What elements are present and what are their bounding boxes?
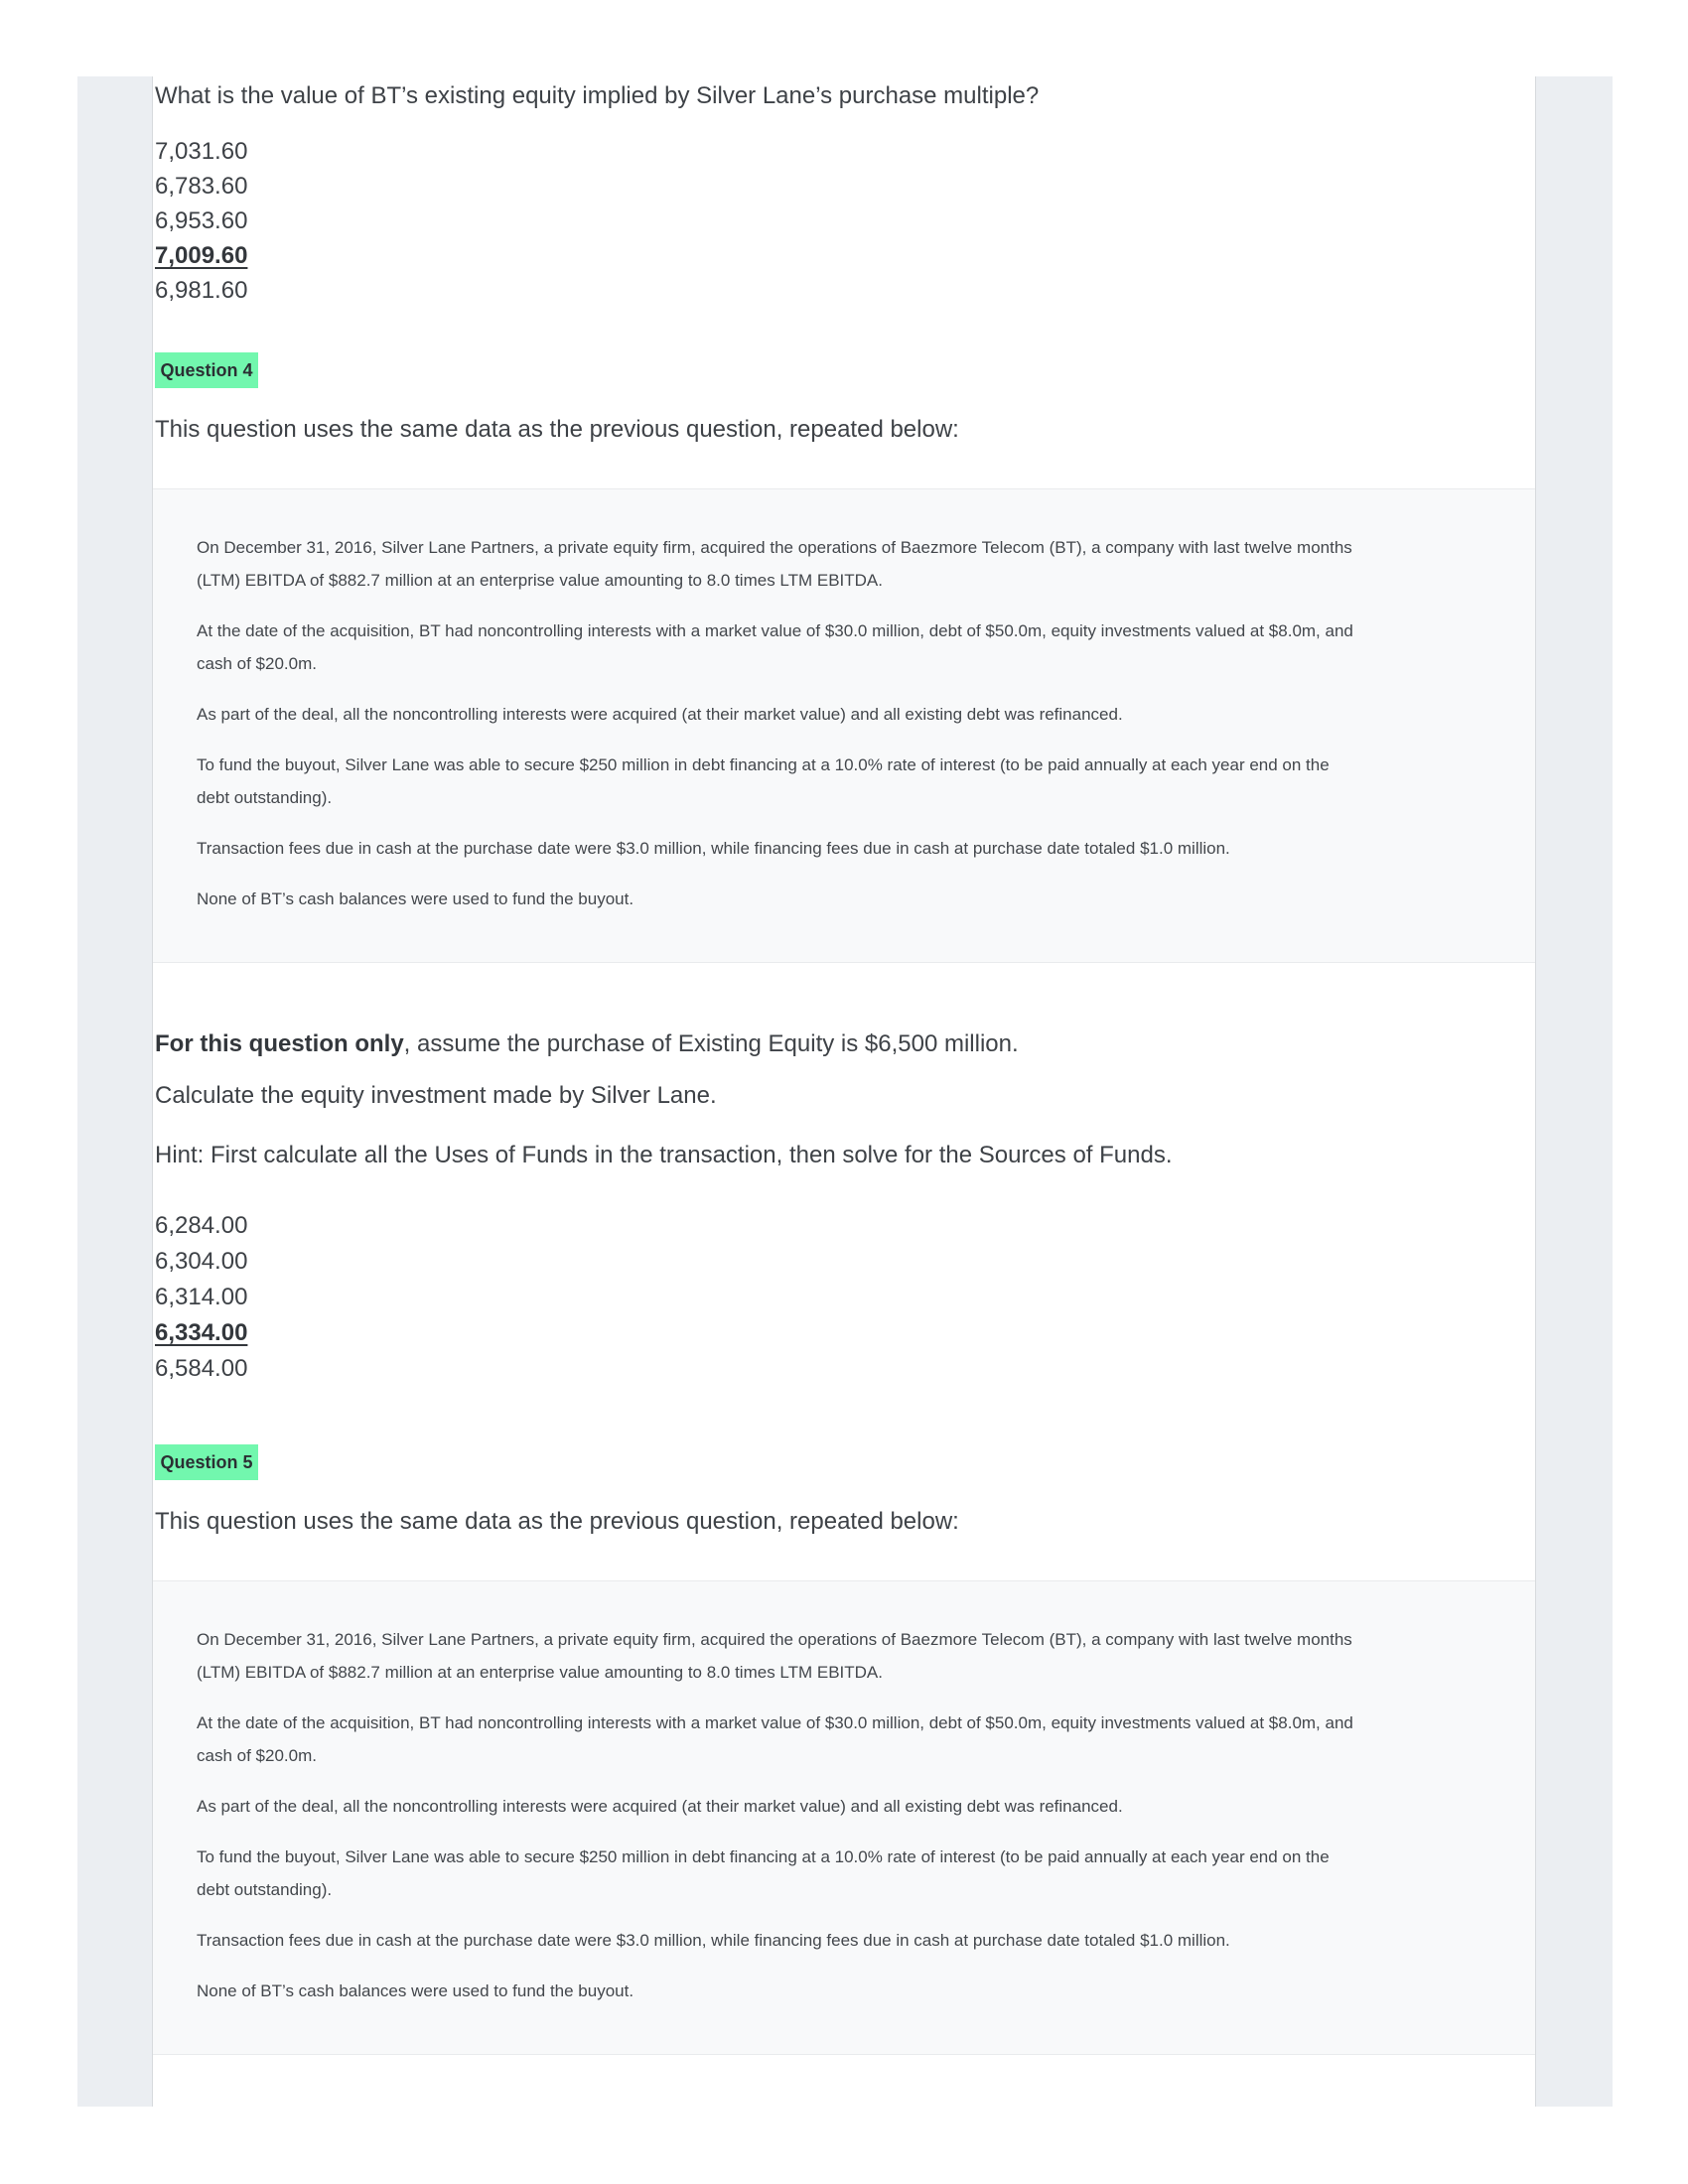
case-paragraph: At the date of the acquisition, BT had noncontrolling interests with a market value of $30.0 million, debt of $50.0m, equity investments valued at $8.0m, and cash of $20.0m. — [197, 621, 1353, 673]
question4-instruction: Calculate the equity investment made by Silver Lane. — [155, 1082, 717, 1109]
repeat-note-q5: This question uses the same data as the previous question, repeated below: — [155, 1508, 959, 1535]
case-study-box-q4 — [153, 488, 1535, 963]
answer-option: 6,783.60 — [155, 173, 248, 200]
case-paragraph: None of BT’s cash balances were used to fund the buyout. — [197, 1981, 634, 2000]
question3-text: What is the value of BT’s existing equity implied by Silver Lane’s purchase multiple? — [155, 82, 1040, 109]
right-margin-strip — [1536, 76, 1613, 2107]
question4-prompt — [155, 1029, 1019, 1059]
answer-option: 6,284.00 — [155, 1212, 248, 1239]
answer-option-correct: 6,334.00 — [155, 1319, 248, 1346]
case-paragraph: Transaction fees due in cash at the purchase date were $3.0 million, while financing fees due in cash at purchase date totaled $1.0 million. — [197, 1931, 1230, 1950]
case-paragraph: To fund the buyout, Silver Lane was able to secure $250 million in debt financing at a 10.0% rate of interest (to be paid annually at each year end on the debt outstanding). — [197, 755, 1330, 807]
quiz-document-page — [152, 76, 1536, 2107]
answer-option: 6,981.60 — [155, 277, 248, 304]
case-paragraph: As part of the deal, all the noncontrolling interests were acquired (at their market value) and all existing debt was refinanced. — [197, 705, 1123, 724]
question3-options — [155, 134, 247, 308]
answer-option: 6,304.00 — [155, 1248, 248, 1275]
case-paragraph: As part of the deal, all the noncontrolling interests were acquired (at their market value) and all existing debt was refinanced. — [197, 1797, 1123, 1816]
case-paragraph: None of BT’s cash balances were used to fund the buyout. — [197, 889, 634, 908]
question4-options — [155, 1208, 247, 1387]
question4-hint: Hint: First calculate all the Uses of Funds in the transaction, then solve for the Sources of Funds. — [155, 1142, 1173, 1168]
case-study-box-q5 — [153, 1580, 1535, 2055]
case-paragraph: On December 31, 2016, Silver Lane Partners, a private equity firm, acquired the operations of Baezmore Telecom (BT), a company with last twelve months (LTM) EBITDA of $882.7 million at an enterprise value amounting to 8.0 times LTM EBITDA. — [197, 538, 1352, 590]
answer-option: 7,031.60 — [155, 138, 248, 165]
answer-option: 6,584.00 — [155, 1355, 248, 1382]
case-paragraph: Transaction fees due in cash at the purchase date were $3.0 million, while financing fees due in cash at purchase date totaled $1.0 million. — [197, 839, 1230, 858]
repeat-note-q4: This question uses the same data as the previous question, repeated below: — [155, 416, 959, 443]
case-paragraph: At the date of the acquisition, BT had noncontrolling interests with a market value of $30.0 million, debt of $50.0m, equity investments valued at $8.0m, and cash of $20.0m. — [197, 1713, 1353, 1765]
answer-option-correct: 7,009.60 — [155, 242, 248, 269]
question5-badge: Question 5 — [155, 1444, 258, 1480]
answer-option: 6,314.00 — [155, 1284, 248, 1310]
case-paragraph: To fund the buyout, Silver Lane was able to secure $250 million in debt financing at a 10.0% rate of interest (to be paid annually at each year end on the debt outstanding). — [197, 1847, 1330, 1899]
question4-prompt-rest: , assume the purchase of Existing Equity is $6,500 million. — [403, 1030, 1019, 1057]
question4-prompt-bold: For this question only — [155, 1030, 404, 1057]
question4-badge: Question 4 — [155, 352, 258, 388]
case-paragraph: On December 31, 2016, Silver Lane Partners, a private equity firm, acquired the operations of Baezmore Telecom (BT), a company with last twelve months (LTM) EBITDA of $882.7 million at an enterprise value amounting to 8.0 times LTM EBITDA. — [197, 1630, 1352, 1682]
answer-option: 6,953.60 — [155, 207, 248, 234]
left-margin-strip — [77, 76, 152, 2107]
